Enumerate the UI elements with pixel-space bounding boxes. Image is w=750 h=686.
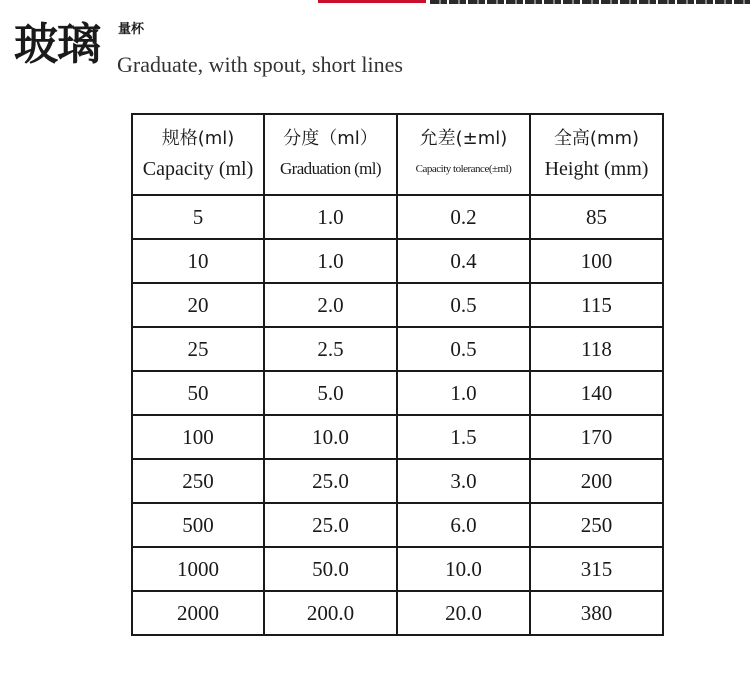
height-cell: 315 bbox=[530, 547, 663, 591]
height-cell: 115 bbox=[530, 283, 663, 327]
tolerance-cell: 0.4 bbox=[397, 239, 530, 283]
table-row bbox=[132, 239, 663, 283]
graduation-cell: 200.0 bbox=[264, 591, 397, 635]
header-graduation-en: Graduation (ml) bbox=[280, 159, 381, 178]
tolerance-cell: 6.0 bbox=[397, 503, 530, 547]
capacity-cell: 20 bbox=[132, 283, 264, 327]
capacity-cell: 1000 bbox=[132, 547, 264, 591]
capacity-cell: 500 bbox=[132, 503, 264, 547]
height-cell: 250 bbox=[530, 503, 663, 547]
graduation-cell: 5.0 bbox=[264, 371, 397, 415]
graduation-cell: 25.0 bbox=[264, 503, 397, 547]
height-cell: 170 bbox=[530, 415, 663, 459]
header-height-cn: 全高(mm) bbox=[553, 128, 640, 149]
capacity-cell: 250 bbox=[132, 459, 264, 503]
tolerance-cell: 20.0 bbox=[397, 591, 530, 635]
page-title-chinese: 玻璃 bbox=[14, 19, 100, 70]
height-cell: 200 bbox=[530, 459, 663, 503]
header-graduation bbox=[264, 114, 397, 195]
table-row bbox=[132, 591, 663, 635]
tolerance-cell: 1.5 bbox=[397, 415, 530, 459]
product-name-chinese: 量杯 bbox=[118, 22, 145, 37]
header-graduation-cn: 分度（ml） bbox=[283, 128, 378, 149]
capacity-cell: 5 bbox=[132, 195, 264, 239]
top-decorative-strip bbox=[318, 0, 750, 5]
header-tolerance-cn: 允差(±ml) bbox=[419, 128, 508, 149]
header-capacity-cn: 规格(ml) bbox=[161, 128, 235, 149]
product-name-english: Graduate, with spout, short lines bbox=[117, 52, 403, 77]
header-capacity-en: Capacity (ml) bbox=[142, 158, 254, 180]
capacity-cell: 2000 bbox=[132, 591, 264, 635]
graduation-cell: 2.5 bbox=[264, 327, 397, 371]
specification-table bbox=[131, 113, 664, 636]
table-row bbox=[132, 547, 663, 591]
height-cell: 118 bbox=[530, 327, 663, 371]
top-red-accent-line bbox=[318, 0, 426, 3]
table-row bbox=[132, 283, 663, 327]
table-row bbox=[132, 327, 663, 371]
graduation-cell: 10.0 bbox=[264, 415, 397, 459]
tolerance-cell: 1.0 bbox=[397, 371, 530, 415]
height-cell: 100 bbox=[530, 239, 663, 283]
table-row bbox=[132, 371, 663, 415]
capacity-cell: 100 bbox=[132, 415, 264, 459]
table-row bbox=[132, 503, 663, 547]
capacity-cell: 10 bbox=[132, 239, 264, 283]
table-row bbox=[132, 459, 663, 503]
header-height bbox=[530, 114, 663, 195]
tolerance-cell: 0.2 bbox=[397, 195, 530, 239]
capacity-cell: 50 bbox=[132, 371, 264, 415]
height-cell: 140 bbox=[530, 371, 663, 415]
header-capacity bbox=[132, 114, 264, 195]
header-tolerance-en: Capacity tolerance(±ml) bbox=[415, 163, 512, 175]
tolerance-cell: 0.5 bbox=[397, 327, 530, 371]
capacity-cell: 25 bbox=[132, 327, 264, 371]
header-tolerance bbox=[397, 114, 530, 195]
table-row bbox=[132, 195, 663, 239]
graduation-cell: 25.0 bbox=[264, 459, 397, 503]
height-cell: 380 bbox=[530, 591, 663, 635]
tolerance-cell: 3.0 bbox=[397, 459, 530, 503]
graduation-cell: 50.0 bbox=[264, 547, 397, 591]
graduation-cell: 1.0 bbox=[264, 195, 397, 239]
table-header-row bbox=[132, 114, 663, 195]
tolerance-cell: 10.0 bbox=[397, 547, 530, 591]
table-row bbox=[132, 415, 663, 459]
graduation-cell: 1.0 bbox=[264, 239, 397, 283]
header-height-en: Height (mm) bbox=[544, 158, 649, 180]
tolerance-cell: 0.5 bbox=[397, 283, 530, 327]
top-dark-accent-line bbox=[430, 0, 750, 4]
graduation-cell: 2.0 bbox=[264, 283, 397, 327]
height-cell: 85 bbox=[530, 195, 663, 239]
